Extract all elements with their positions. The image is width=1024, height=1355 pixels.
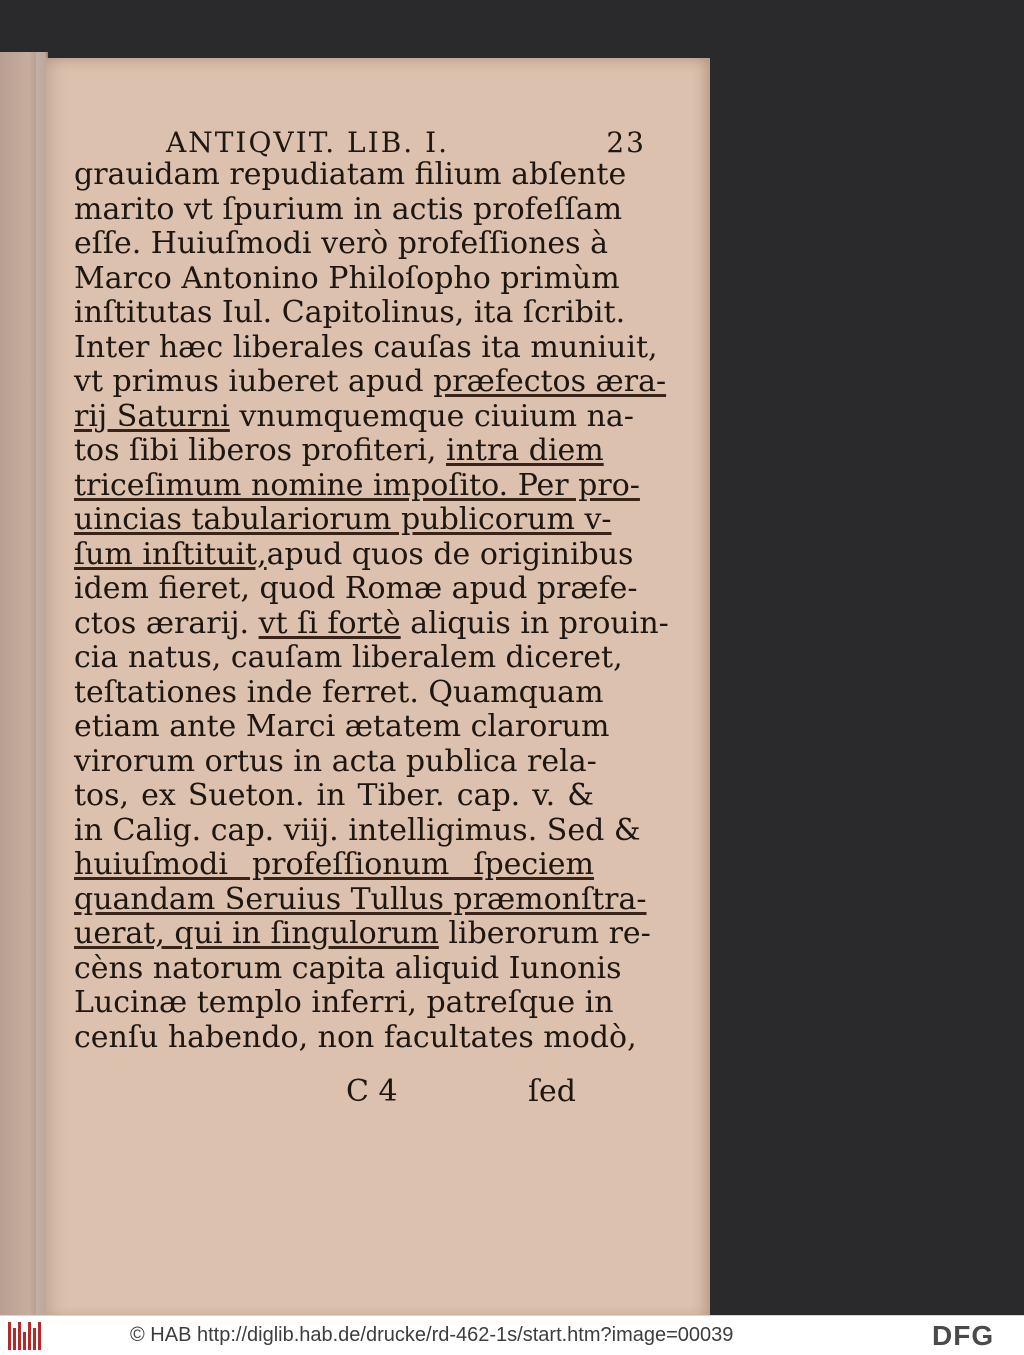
text-line bbox=[74, 398, 634, 435]
text-line bbox=[74, 295, 626, 331]
underlined-passage: uerat, qui in ſingulorum bbox=[74, 916, 439, 951]
underlined-passage: præfectos æra- bbox=[433, 364, 667, 399]
catchword: ſed bbox=[527, 1074, 576, 1109]
text-line bbox=[74, 985, 614, 1021]
text-line bbox=[74, 191, 623, 228]
text-span: ctos ærarij. bbox=[74, 605, 259, 641]
text-line bbox=[74, 605, 669, 642]
text-span: Inter hæc liberales cauſas ita muniuit, bbox=[74, 329, 658, 365]
underlined-passage: huiuſmodi profeſſionum ſpeciem bbox=[74, 847, 594, 882]
dfg-logo: DFG bbox=[932, 1320, 995, 1351]
text-span: Marco Antonino Philoſopho primùm bbox=[74, 260, 620, 296]
text-line bbox=[74, 950, 622, 987]
text-line bbox=[74, 640, 623, 676]
text-line bbox=[74, 812, 641, 849]
text-line bbox=[74, 536, 634, 573]
text-span: teſtationes inde ferret. Quamquam bbox=[74, 674, 604, 710]
text-line bbox=[74, 848, 594, 883]
footer-bar bbox=[0, 1315, 1024, 1355]
text-line bbox=[74, 674, 604, 711]
text-span: aliquis in prouin- bbox=[400, 605, 669, 641]
text-line bbox=[74, 1019, 637, 1056]
text-line bbox=[74, 571, 638, 607]
text-line bbox=[74, 467, 640, 504]
text-span: marito vt ſpurium in actis profeſſam bbox=[74, 191, 623, 227]
text-span: etiam ante Marci ætatem clarorum bbox=[74, 709, 610, 744]
text-line bbox=[74, 433, 604, 469]
text-span: vnumquemque ciuium na- bbox=[229, 398, 634, 434]
text-line bbox=[74, 779, 594, 814]
text-span: tos ſibi liberos profiteri, bbox=[74, 433, 446, 468]
page-gutter bbox=[36, 52, 46, 1322]
running-head-title: ANTIQVIT. LIB. I. bbox=[166, 125, 450, 159]
text-line bbox=[74, 226, 608, 262]
text-line bbox=[74, 157, 627, 193]
page-number: 23 bbox=[606, 125, 646, 159]
text-line bbox=[74, 709, 610, 745]
text-span: Lucinæ templo inferri, patreſque in bbox=[74, 985, 614, 1020]
text-span: apud quos de originibus bbox=[266, 536, 634, 572]
copyright-link[interactable]: © HAB http://diglib.hab.de/drucke/rd-462-1s/start.htm?image=00039 bbox=[130, 1324, 734, 1346]
text-span: inſtitutas Iul. Capitolinus, ita ſcribit. bbox=[74, 295, 626, 330]
body-text bbox=[74, 157, 669, 1055]
underlined-passage: vt ſi fortè bbox=[258, 605, 401, 641]
text-span: vt primus iuberet apud bbox=[74, 364, 434, 399]
text-line bbox=[74, 260, 620, 297]
text-span: idem fieret, quod Romæ apud præfe- bbox=[74, 571, 638, 606]
text-line bbox=[74, 743, 597, 780]
text-line bbox=[74, 916, 651, 952]
underlined-passage: intra diem bbox=[446, 433, 604, 468]
underlined-passage: triceſimum nomine impoſito. Per pro- bbox=[74, 467, 640, 503]
underlined-passage: rij Saturni bbox=[74, 398, 230, 434]
underlined-passage: ſum inſtituit, bbox=[74, 536, 267, 572]
text-span: liberorum re- bbox=[438, 916, 651, 951]
text-span: grauidam repudiatam filium abſente bbox=[74, 157, 627, 192]
hab-logo-icon bbox=[8, 1322, 46, 1350]
text-line bbox=[74, 364, 667, 400]
text-line bbox=[74, 881, 647, 918]
underlined-passage: uincias tabulariorum publicorum v- bbox=[74, 502, 612, 537]
text-span: tos, ex Sueton. in Tiber. cap. v. & bbox=[74, 778, 594, 813]
underlined-passage: quandam Seruius Tullus præmonſtra- bbox=[74, 881, 647, 917]
text-span: cia natus, cauſam liberalem diceret, bbox=[74, 640, 623, 675]
text-span: virorum ortus in acta publica rela- bbox=[74, 743, 597, 779]
text-span: cèns natorum capita aliquid Iunonis bbox=[74, 950, 622, 986]
signature-mark: C 4 bbox=[346, 1074, 398, 1109]
text-line bbox=[74, 502, 612, 538]
text-span: in Calig. cap. viij. intelligimus. Sed & bbox=[74, 812, 641, 848]
catchword-line bbox=[346, 1074, 576, 1114]
book-page bbox=[46, 58, 710, 1320]
text-span: eſſe. Huiuſmodi verò profeſſiones à bbox=[74, 226, 608, 261]
text-line bbox=[74, 329, 658, 366]
text-span: cenſu habendo, non facultates modò, bbox=[74, 1019, 637, 1055]
